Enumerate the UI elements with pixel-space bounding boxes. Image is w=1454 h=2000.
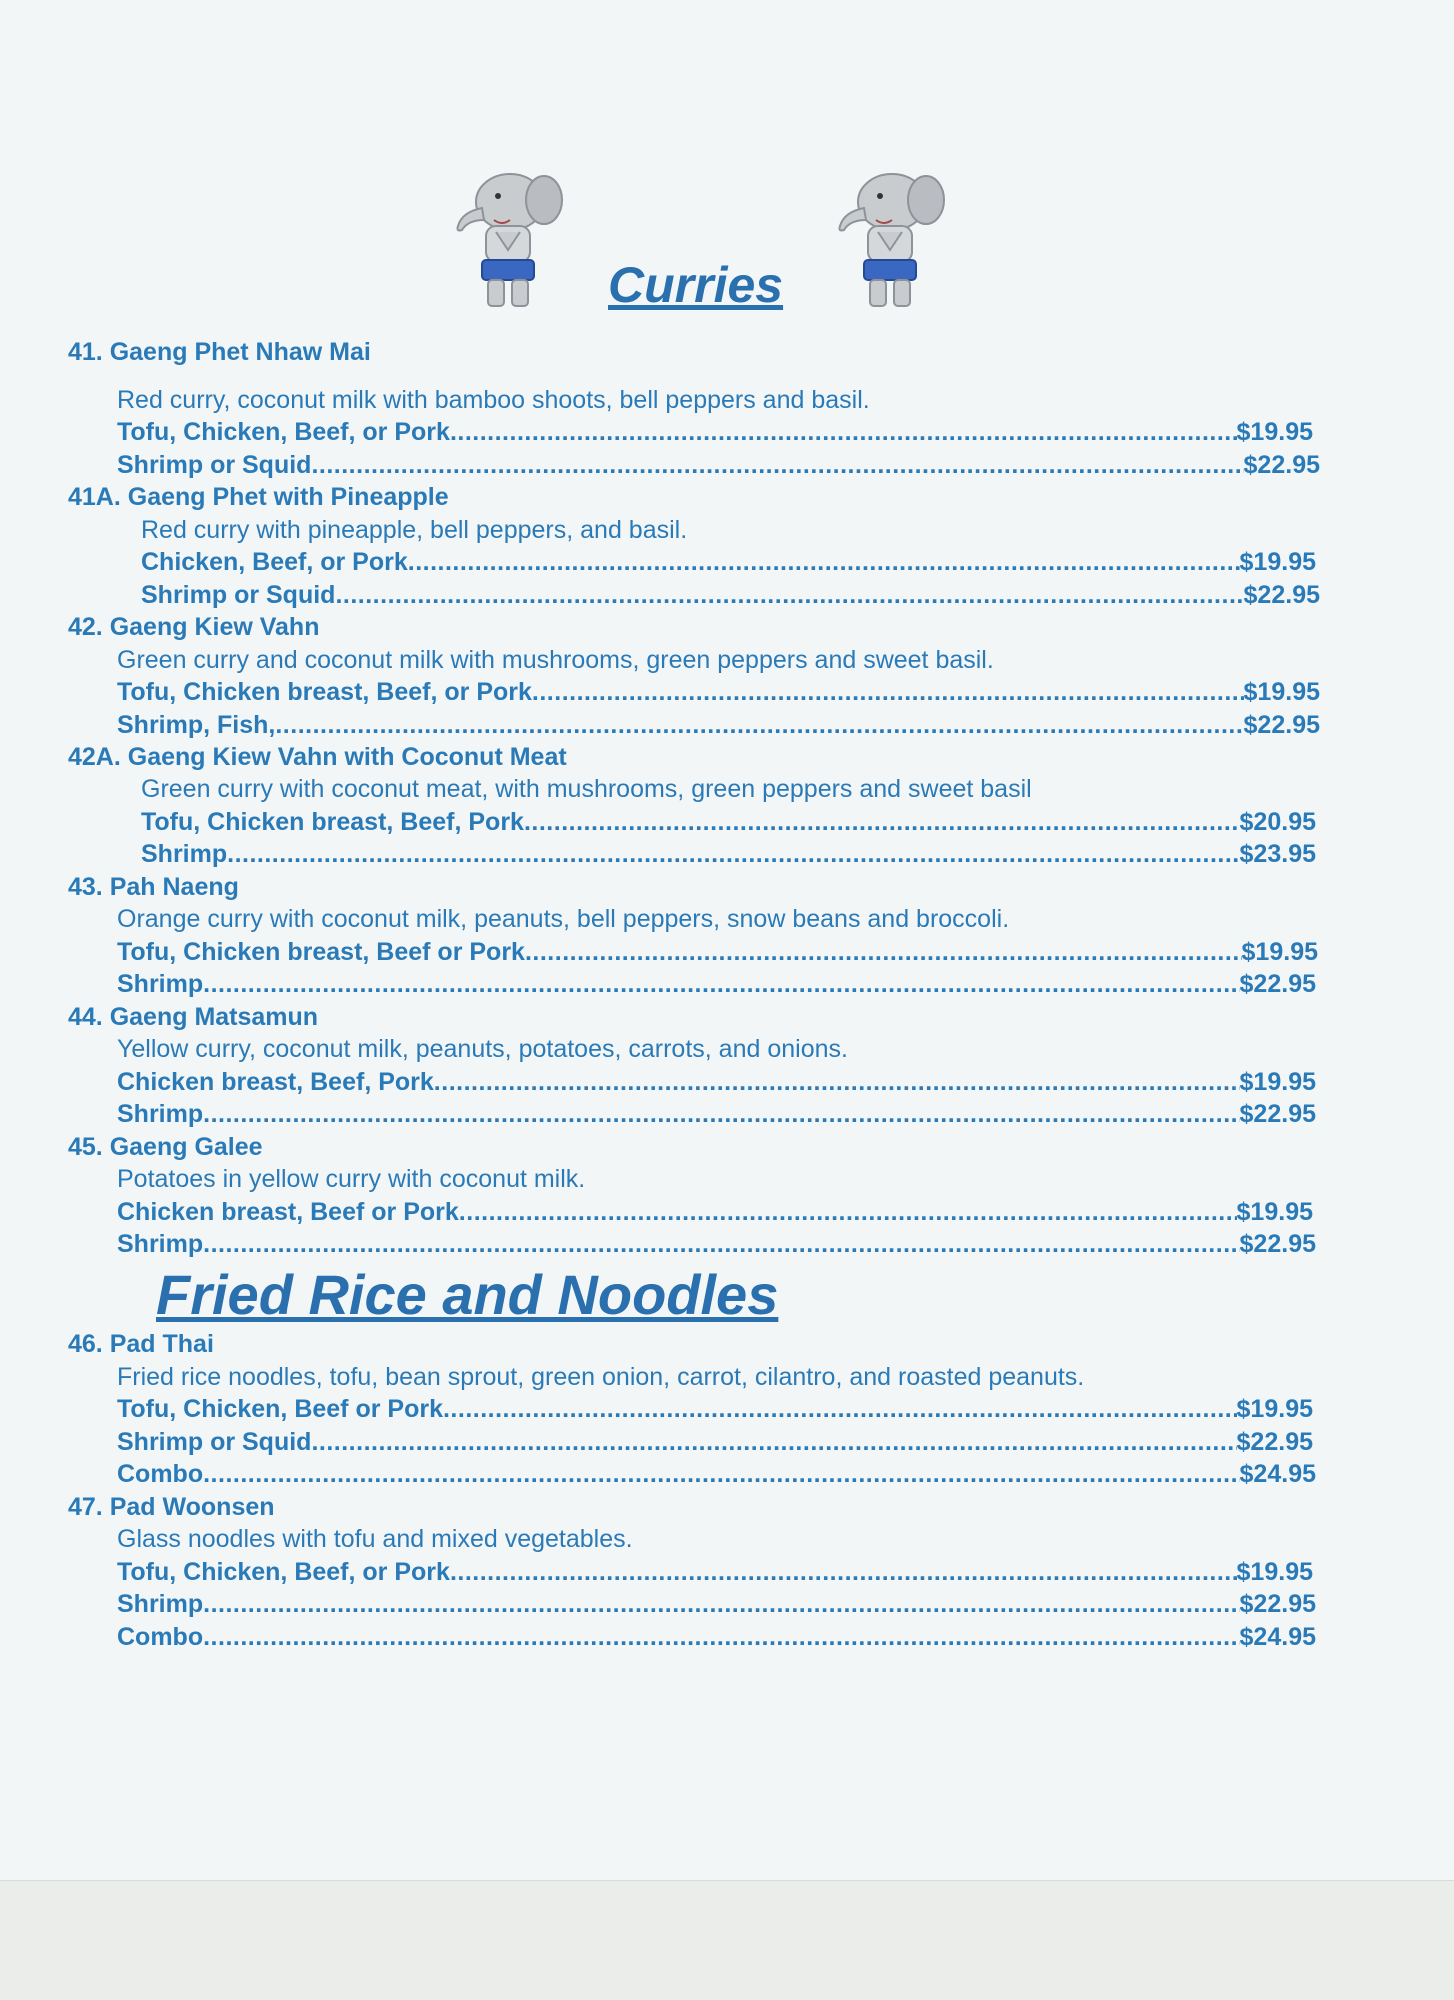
option-price: $24.95	[1239, 1460, 1316, 1488]
option-price: $22.95	[1239, 1590, 1316, 1618]
leader-dots	[524, 808, 1240, 837]
option-label: Shrimp or Squid	[117, 1428, 312, 1456]
elephant-mascot-icon	[830, 160, 950, 315]
option-price: $22.95	[1243, 711, 1320, 739]
price-row	[117, 1198, 1313, 1227]
menu-item-name: 43. Pah Naeng	[68, 873, 239, 901]
price-row	[117, 938, 1318, 967]
option-label: Shrimp	[117, 1230, 204, 1258]
leader-dots	[525, 938, 1242, 967]
leader-dots	[450, 418, 1237, 447]
option-price: $24.95	[1239, 1623, 1316, 1651]
price-row	[117, 1623, 1316, 1652]
leader-dots	[311, 1428, 1236, 1457]
option-label: Tofu, Chicken breast, Beef, or Pork	[117, 678, 532, 706]
price-row	[141, 840, 1316, 869]
menu-item-description: Green curry with coconut meat, with mushrooms, green peppers and sweet basil	[141, 775, 1032, 803]
option-label: Shrimp or Squid	[117, 451, 312, 479]
leader-dots	[434, 1068, 1240, 1097]
option-label: Tofu, Chicken, Beef, or Pork	[117, 1558, 450, 1586]
price-row	[117, 678, 1320, 707]
leader-dots	[275, 711, 1243, 740]
option-label: Chicken breast, Beef, Pork	[117, 1068, 434, 1096]
leader-dots	[450, 1558, 1237, 1587]
price-row	[117, 1395, 1313, 1424]
menu-item-name: 42. Gaeng Kiew Vahn	[68, 613, 320, 641]
option-price: $19.95	[1236, 1198, 1313, 1226]
leader-dots	[227, 840, 1239, 869]
option-label: Shrimp or Squid	[141, 581, 336, 609]
option-label: Shrimp	[117, 1100, 204, 1128]
price-row	[117, 1230, 1316, 1259]
option-price: $23.95	[1239, 840, 1316, 868]
price-row	[117, 418, 1313, 447]
leader-dots	[335, 581, 1243, 610]
menu-item-description: Potatoes in yellow curry with coconut milk.	[117, 1165, 586, 1193]
price-row	[117, 1460, 1316, 1489]
menu-item-description: Red curry with pineapple, bell peppers, and basil.	[141, 516, 688, 544]
price-row	[141, 581, 1320, 610]
leader-dots	[203, 1623, 1239, 1652]
option-price: $19.95	[1243, 678, 1320, 706]
menu-item-description: Glass noodles with tofu and mixed vegetables.	[117, 1525, 633, 1553]
option-price: $22.95	[1243, 581, 1320, 609]
option-label: Shrimp, Fish,	[117, 711, 276, 739]
option-price: $22.95	[1239, 1230, 1316, 1258]
option-price: $22.95	[1239, 970, 1316, 998]
leader-dots	[203, 1460, 1239, 1489]
option-price: $20.95	[1239, 808, 1316, 836]
leader-dots	[532, 678, 1244, 707]
menu-item-name: 46. Pad Thai	[68, 1330, 214, 1358]
option-label: Combo	[117, 1460, 204, 1488]
option-label: Chicken breast, Beef or Pork	[117, 1198, 459, 1226]
option-price: $19.95	[1236, 418, 1313, 446]
option-price: $22.95	[1236, 1428, 1313, 1456]
option-label: Tofu, Chicken breast, Beef or Pork	[117, 938, 525, 966]
option-label: Shrimp	[117, 1590, 204, 1618]
menu-item-name: 41. Gaeng Phet Nhaw Mai	[68, 338, 371, 366]
leader-dots	[443, 1395, 1237, 1424]
leader-dots	[203, 1590, 1239, 1619]
menu-item-description: Yellow curry, coconut milk, peanuts, potatoes, carrots, and onions.	[117, 1035, 848, 1063]
menu-item-name: 42A. Gaeng Kiew Vahn with Coconut Meat	[68, 743, 567, 771]
menu-item-description: Fried rice noodles, tofu, bean sprout, green onion, carrot, cilantro, and roasted peanuts.	[117, 1363, 1085, 1391]
leader-dots	[203, 1100, 1239, 1129]
menu-item-name: 41A. Gaeng Phet with Pineapple	[68, 483, 449, 511]
option-price: $22.95	[1239, 1100, 1316, 1128]
leader-dots	[459, 1198, 1237, 1227]
option-price: $22.95	[1243, 451, 1320, 479]
option-label: Tofu, Chicken, Beef or Pork	[117, 1395, 443, 1423]
leader-dots	[203, 970, 1239, 999]
section-title-curries: Curries	[608, 257, 784, 313]
leader-dots	[203, 1230, 1239, 1259]
option-label: Tofu, Chicken, Beef, or Pork	[117, 418, 450, 446]
price-row	[117, 711, 1320, 740]
price-row	[117, 451, 1320, 480]
price-row	[117, 1068, 1316, 1097]
option-label: Shrimp	[117, 970, 204, 998]
menu-item-name: 45. Gaeng Galee	[68, 1133, 263, 1161]
elephant-mascot-icon	[448, 160, 568, 315]
price-row	[117, 1558, 1313, 1587]
menu-item-name: 44. Gaeng Matsamun	[68, 1003, 319, 1031]
price-row	[117, 1428, 1313, 1457]
price-row	[117, 970, 1316, 999]
option-label: Combo	[117, 1623, 204, 1651]
menu-item-description: Green curry and coconut milk with mushrooms, green peppers and sweet basil.	[117, 646, 994, 674]
price-row	[117, 1100, 1316, 1129]
option-label: Chicken, Beef, or Pork	[141, 548, 408, 576]
leader-dots	[408, 548, 1240, 577]
option-price: $19.95	[1236, 1395, 1313, 1423]
option-label: Shrimp	[141, 840, 228, 868]
menu-item-description: Orange curry with coconut milk, peanuts, bell peppers, snow beans and broccoli.	[117, 905, 1010, 933]
leader-dots	[311, 451, 1243, 480]
option-price: $19.95	[1239, 1068, 1316, 1096]
option-price: $19.95	[1236, 1558, 1313, 1586]
price-row	[117, 1590, 1316, 1619]
option-label: Tofu, Chicken breast, Beef, Pork	[141, 808, 524, 836]
price-row	[141, 808, 1316, 837]
menu-item-description: Red curry, coconut milk with bamboo shoots, bell peppers and basil.	[117, 386, 870, 414]
option-price: $19.95	[1239, 548, 1316, 576]
menu-item-name: 47. Pad Woonsen	[68, 1493, 275, 1521]
section-title-fried-rice-noodles: Fried Rice and Noodles	[156, 1263, 779, 1326]
price-row	[141, 548, 1316, 577]
option-price: $19.95	[1241, 938, 1318, 966]
